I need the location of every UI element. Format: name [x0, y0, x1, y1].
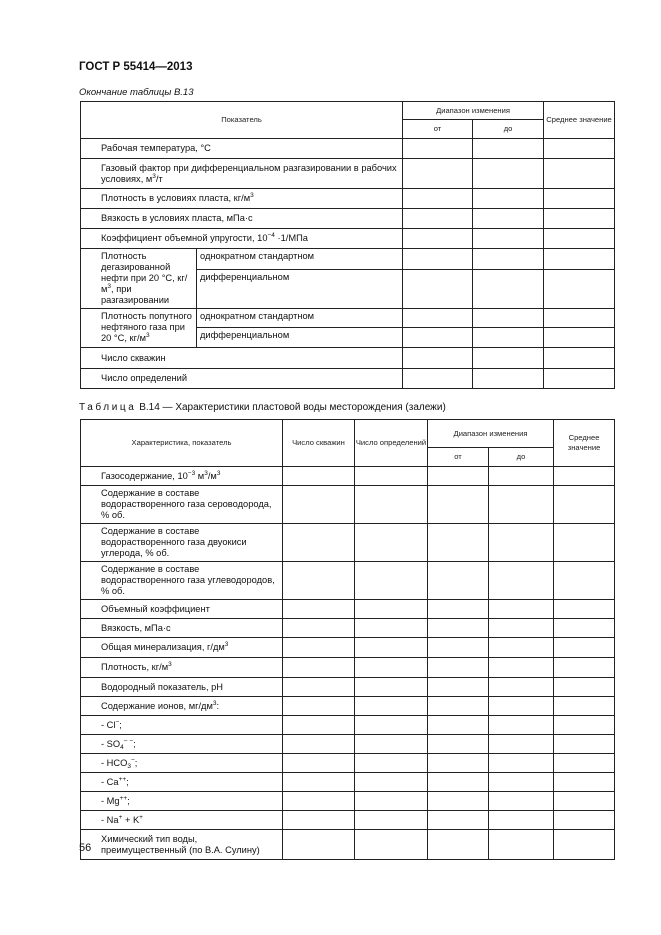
- row-label: Плотность, $кг/м^3$: [81, 658, 283, 678]
- table-row: [81, 638, 615, 658]
- row-label: Число скважин: [81, 348, 403, 369]
- table-row: [81, 811, 615, 830]
- row-label: - Mg++;: [81, 792, 283, 811]
- col-from: от: [403, 120, 473, 139]
- table-row: [81, 189, 615, 209]
- row-label: Рабочая температура, °С: [81, 139, 403, 159]
- row-label: - Na+ + K+: [81, 811, 283, 830]
- row-label: Коэффициент объемной упругости, $10^{-4} \cdot 1/МПа$: [81, 229, 403, 249]
- row-label: - $HCO_3^-$;: [81, 754, 283, 773]
- row-label: - $SO_4^{- -}$;: [81, 735, 283, 754]
- table-row: [81, 830, 615, 860]
- table-row: [81, 348, 615, 369]
- row-label: Общая минерализация, $г/дм^3$: [81, 638, 283, 658]
- col-wells: Число скважин: [283, 420, 355, 467]
- col-indicator: Показатель: [81, 102, 403, 139]
- row-label: Плотность дегазированной нефти при 20 °С, $кг/м^3$, при разгазировании: [81, 249, 197, 309]
- table-row: [81, 369, 615, 389]
- table-row: [81, 716, 615, 735]
- table-row: [81, 792, 615, 811]
- row-label: Число определений: [81, 369, 403, 389]
- table-row: [81, 467, 615, 486]
- table-b13-continuation: [80, 101, 615, 389]
- row-label: - Cl−;: [81, 716, 283, 735]
- row-label: Содержание в составе водорастворенного газа углеводородов, % об.: [81, 562, 283, 600]
- row-label: Содержание в составе водорастворенного газа двуокиси углерода, % об.: [81, 524, 283, 562]
- table-row: [81, 754, 615, 773]
- col-range: Диапазон изменения: [428, 420, 554, 448]
- col-determinations: Число определений: [355, 420, 428, 467]
- row-label: Плотность попутного нефтяного газа при 20 °С, $кг/м^3$: [81, 309, 197, 348]
- table-row: [81, 139, 615, 159]
- row-label: Вязкость в условиях пласта, мПа·с: [81, 209, 403, 229]
- row-label: - Ca++;: [81, 773, 283, 792]
- row-label: Химический тип воды, преимущественный (по В.А. Сулину): [81, 830, 283, 860]
- row-label: Водородный показатель, pH: [81, 678, 283, 697]
- table-row: [81, 524, 615, 562]
- col-to: до: [489, 448, 554, 467]
- row-sublabel: однократном стандартном: [197, 249, 403, 270]
- table-row: [81, 159, 615, 189]
- document-header: ГОСТ Р 55414—2013: [79, 61, 193, 73]
- table-row: [81, 562, 615, 600]
- table2-caption: Таблица В.14 — Характеристики пластовой воды месторождения (залежи): [79, 402, 446, 413]
- col-characteristic: Характеристика, показатель: [81, 420, 283, 467]
- col-to: до: [473, 120, 544, 139]
- table-row: [81, 229, 615, 249]
- row-label: Содержание ионов, $мг/дм^3$:: [81, 697, 283, 716]
- row-label: Содержание в составе водорастворенного газа сероводорода, % об.: [81, 486, 283, 524]
- col-range: Диапазон изменения: [403, 102, 544, 120]
- row-label: Вязкость, мПа·с: [81, 619, 283, 638]
- table-row: [81, 486, 615, 524]
- col-average: Среднее значение: [544, 102, 615, 139]
- row-sublabel: дифференциальном: [197, 269, 403, 308]
- table-row: [81, 658, 615, 678]
- col-average: Среднее значение: [554, 420, 615, 467]
- table-b14-formation-water: [80, 419, 615, 860]
- table1-caption: Окончание таблицы В.13: [79, 87, 194, 98]
- table-row: [81, 309, 615, 328]
- page-number: 56: [79, 842, 92, 854]
- table-row: [81, 773, 615, 792]
- row-label: Объемный коэффициент: [81, 600, 283, 619]
- table-row: [81, 678, 615, 697]
- table-row: [81, 735, 615, 754]
- row-label: Газовый фактор при дифференциальном разгазировании в рабочих условиях, $м^3/т$: [81, 159, 403, 189]
- table-row: [81, 697, 615, 716]
- row-sublabel: однократном стандартном: [197, 309, 403, 328]
- table-row: [81, 209, 615, 229]
- col-from: от: [428, 448, 489, 467]
- table-row: [81, 619, 615, 638]
- row-label: Плотность в условиях пласта, $кг/м^3$: [81, 189, 403, 209]
- table-row: [81, 249, 615, 270]
- table-row: [81, 600, 615, 619]
- row-sublabel: дифференциальном: [197, 328, 403, 348]
- row-label: Газосодержание, $10^{-3}$ $м^3/м^3$: [81, 467, 283, 486]
